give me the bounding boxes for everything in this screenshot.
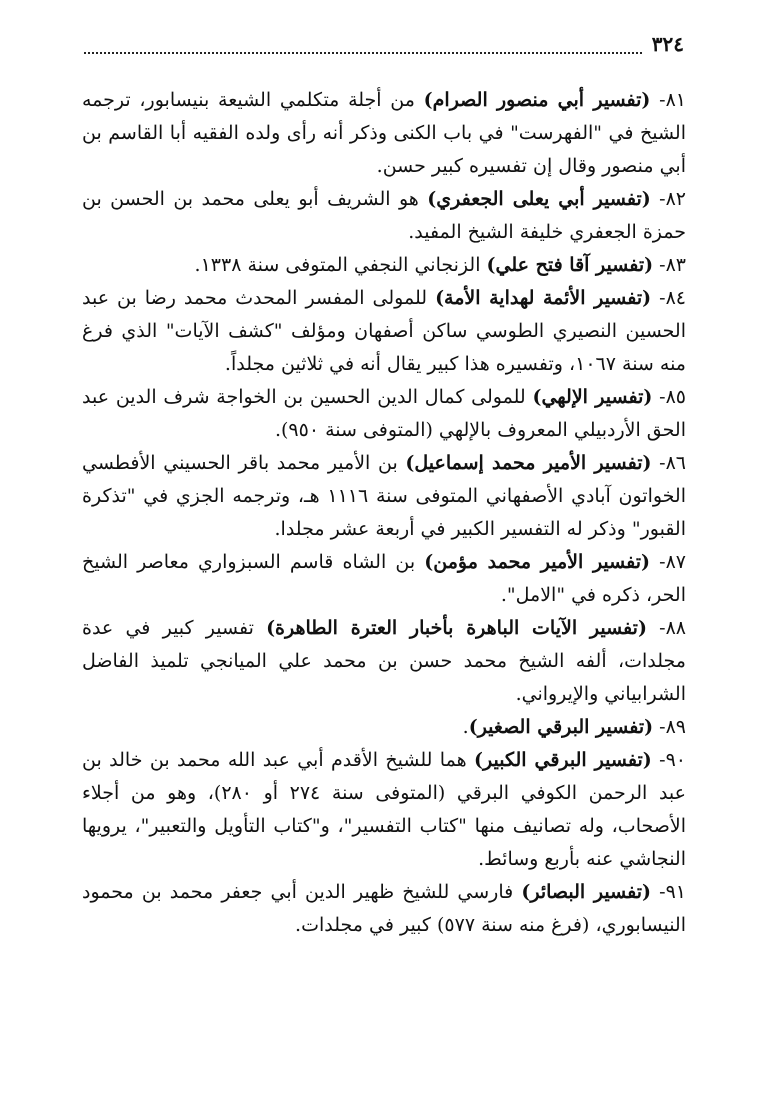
entry-title: (تفسير البرقي الكبير) bbox=[474, 749, 652, 771]
entry-number: ٩١- bbox=[651, 881, 686, 903]
entry-87 bbox=[82, 546, 686, 612]
entry-title: (تفسير آقا فتح علي) bbox=[486, 254, 654, 276]
page-number: ٣٢٤ bbox=[651, 32, 684, 56]
entry-title: (تفسير الأئمة لهداية الأمة) bbox=[435, 287, 652, 309]
entry-text: من أجلة متكلمي الشيعة بنيسابور، ترجمه الشيخ في "الفهرست" في باب الكنى وذكر أنه رأى ولده الفقيه أبا القاسم بن أبي منصور وقال إن تفسيره كبير حسن. bbox=[82, 89, 686, 177]
entry-number: ٨٣- bbox=[653, 254, 686, 276]
entry-text: للمولى المفسر المحدث محمد رضا بن عبد الحسين النصيري الطوسي ساكن أصفهان ومؤلف "كشف الآيات" الذي فرغ منه سنة ١٠٦٧، وتفسيره هذا كبير يقال أنه في ثلاثين مجلداً. bbox=[82, 287, 686, 375]
entry-number: ٨٦- bbox=[651, 452, 686, 474]
entry-text: بن الأمير محمد باقر الحسيني الأفطسي الخواتون آبادي الأصفهاني المتوفى سنة ١١١٦ هـ، وترجمه الجزي في "تذكرة القبور" وذكر له التفسير الكبير في أربعة عشر مجلدا. bbox=[82, 452, 686, 540]
entry-title: (تفسير الأمير محمد مؤمن) bbox=[424, 551, 651, 573]
entry-title: (تفسير البصائر) bbox=[521, 881, 651, 903]
entry-text: للمولى كمال الدين الحسين بن الخواجة شرف الدين عبد الحق الأردبيلي المعروف بالإلهي (المتوفى سنة ٩٥٠). bbox=[82, 386, 686, 441]
entry-text: . bbox=[462, 716, 469, 738]
entry-number: ٨٩- bbox=[653, 716, 686, 738]
entry-number: ٨٢- bbox=[650, 188, 686, 210]
entry-text: فارسي للشيخ ظهير الدين أبي جعفر محمد بن محمود النيسابوري، (فرغ منه سنة ٥٧٧) كبير في مجلدات. bbox=[82, 881, 686, 936]
entry-title: (تفسير البرقي الصغير) bbox=[468, 716, 654, 738]
page-header bbox=[84, 30, 684, 54]
entry-text: تفسير كبير في عدة مجلدات، ألفه الشيخ محمد حسن بن محمد علي الميانجي تلميذ الفاضل الشرابياني والإيرواني. bbox=[82, 617, 686, 705]
entry-text: هما للشيخ الأقدم أبي عبد الله محمد بن خالد بن عبد الرحمن الكوفي البرقي (المتوفى سنة ٢٧٤ أو ٢٨٠)، وهو من أجلاء الأصحاب، وله تصانيف منها "كتاب التفسير"، و"كتاب التأويل والتعبير"، يرويها النجاشي عنه بأربع وسائط. bbox=[82, 749, 686, 870]
entry-91 bbox=[82, 876, 686, 942]
page-body bbox=[82, 84, 686, 942]
entry-title: (تفسير الآيات الباهرة بأخبار العترة الطاهرة) bbox=[266, 617, 647, 639]
entry-81 bbox=[82, 84, 686, 183]
entry-84 bbox=[82, 282, 686, 381]
entry-82 bbox=[82, 183, 686, 249]
entry-text: هو الشريف أبو يعلى محمد بن الحسن بن حمزة الجعفري خليفة الشيخ المفيد. bbox=[82, 188, 686, 243]
header-dotted-rule bbox=[84, 38, 642, 54]
entry-title: (تفسير أبي يعلى الجعفري) bbox=[427, 188, 651, 210]
entry-89 bbox=[82, 711, 686, 744]
entry-90 bbox=[82, 744, 686, 876]
entry-text: بن الشاه قاسم السبزواري معاصر الشيخ الحر، ذكره في "الامل". bbox=[82, 551, 686, 606]
entry-number: ٨٤- bbox=[651, 287, 686, 309]
entry-number: ٨٧- bbox=[650, 551, 686, 573]
entry-number: ٩٠- bbox=[651, 749, 686, 771]
entry-title: (تفسير الإلهي) bbox=[532, 386, 653, 408]
entry-title: (تفسير الأمير محمد إسماعيل) bbox=[405, 452, 652, 474]
entry-title: (تفسير أبي منصور الصرام) bbox=[423, 89, 651, 111]
entry-88 bbox=[82, 612, 686, 711]
entry-text: الزنجاني النجفي المتوفى سنة ١٣٣٨. bbox=[194, 254, 487, 276]
entry-85 bbox=[82, 381, 686, 447]
entry-83 bbox=[82, 249, 686, 282]
entry-86 bbox=[82, 447, 686, 546]
entry-number: ٨٨- bbox=[646, 617, 686, 639]
entry-number: ٨٥- bbox=[652, 386, 686, 408]
entry-number: ٨١- bbox=[650, 89, 686, 111]
